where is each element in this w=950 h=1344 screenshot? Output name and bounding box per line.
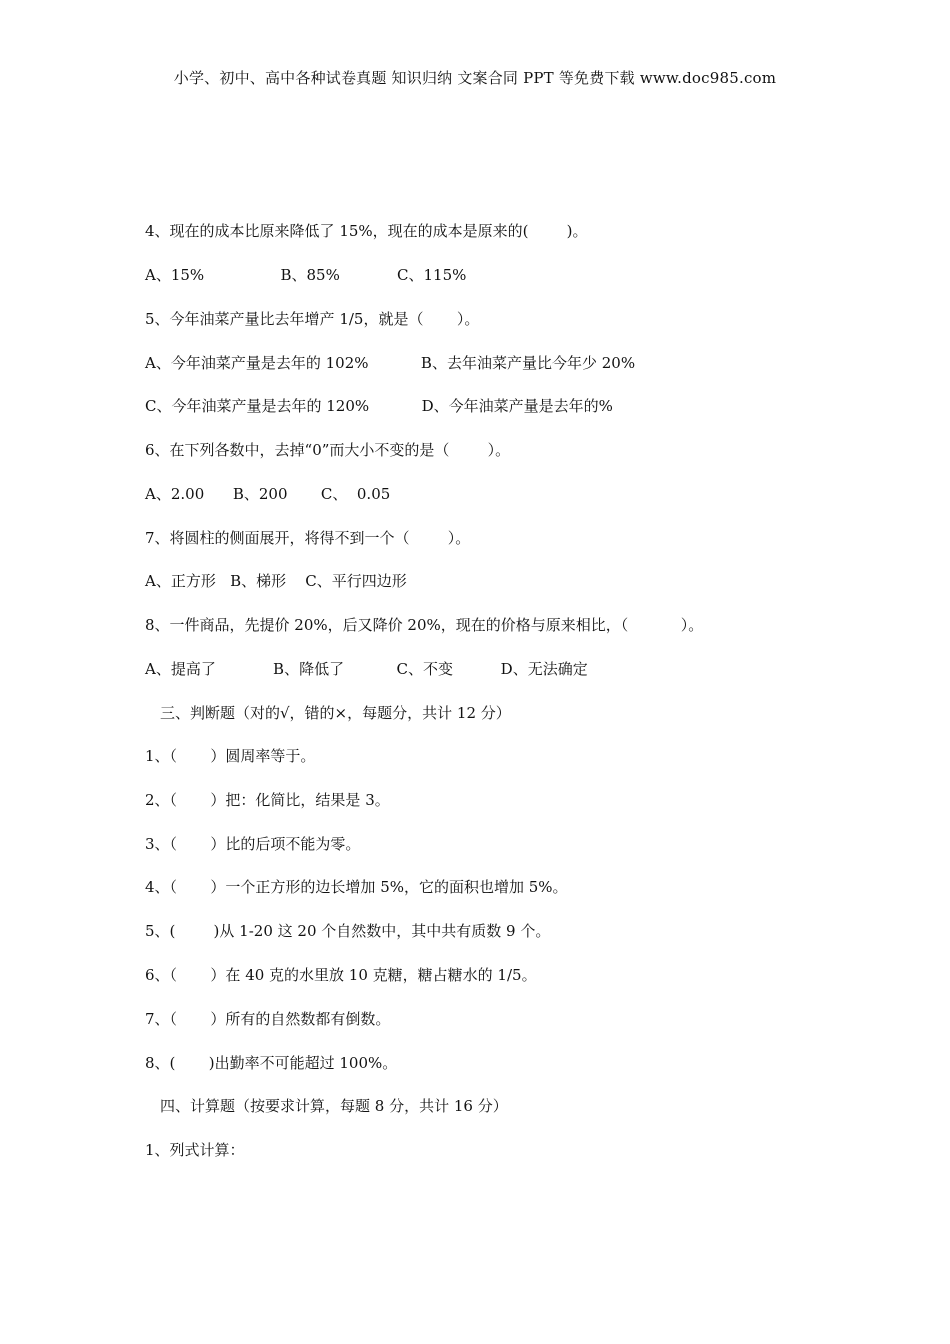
judgement-item-8: 8、( )出勤率不可能超过 100%。 xyxy=(145,1054,398,1072)
question-4: 4、现在的成本比原来降低了 15%，现在的成本是原来的( )。 xyxy=(145,222,588,240)
question-7: 7、将圆柱的侧面展开，将得不到一个（ ）。 xyxy=(145,529,471,547)
question-7-options: A、正方形 B、梯形 C、平行四边形 xyxy=(145,572,407,590)
question-5-options-ab: A、今年油菜产量是去年的 102% B、去年油菜产量比今年少 20% xyxy=(145,354,636,372)
question-8-options: A、提高了 B、降低了 C、不变 D、无法确定 xyxy=(145,660,588,678)
judgement-item-4: 4、（ ）一个正方形的边长增加 5%，它的面积也增加 5%。 xyxy=(145,878,568,896)
question-4-options: A、15% B、85% C、115% xyxy=(145,266,467,284)
judgement-item-1: 1、（ ）圆周率等于。 xyxy=(145,747,316,765)
question-8: 8、一件商品，先提价 20%，后又降价 20%，现在的价格与原来相比，（ ）。 xyxy=(145,616,704,634)
page-header: 小学、初中、高中各种试卷真题 知识归纳 文案合同 PPT 等免费下载 www.doc985.com xyxy=(173,69,777,87)
question-6-options: A、2.00 B、200 C、 0.05 xyxy=(145,485,391,503)
section-3-title: 三、判断题（对的√，错的×，每题分，共计 12 分） xyxy=(160,704,511,722)
question-5: 5、今年油菜产量比去年增产 1/5，就是（ ）。 xyxy=(145,310,480,328)
calculation-item-1: 1、列式计算： xyxy=(145,1141,245,1159)
judgement-item-2: 2、（ ）把：化简比，结果是 3。 xyxy=(145,791,390,809)
question-5-options-cd: C、今年油菜产量是去年的 120% D、今年油菜产量是去年的% xyxy=(145,397,613,415)
question-6: 6、在下列各数中，去掉“0”而大小不变的是（ ）。 xyxy=(145,441,511,459)
section-4-title: 四、计算题（按要求计算，每题 8 分，共计 16 分） xyxy=(160,1097,508,1115)
judgement-item-7: 7、（ ）所有的自然数都有倒数。 xyxy=(145,1010,391,1028)
judgement-item-3: 3、（ ）比的后项不能为零。 xyxy=(145,835,361,853)
judgement-item-6: 6、（ ）在 40 克的水里放 10 克糖，糖占糖水的 1/5。 xyxy=(145,966,537,984)
judgement-item-5: 5、( )从 1-20 这 20 个自然数中，其中共有质数 9 个。 xyxy=(145,922,551,940)
